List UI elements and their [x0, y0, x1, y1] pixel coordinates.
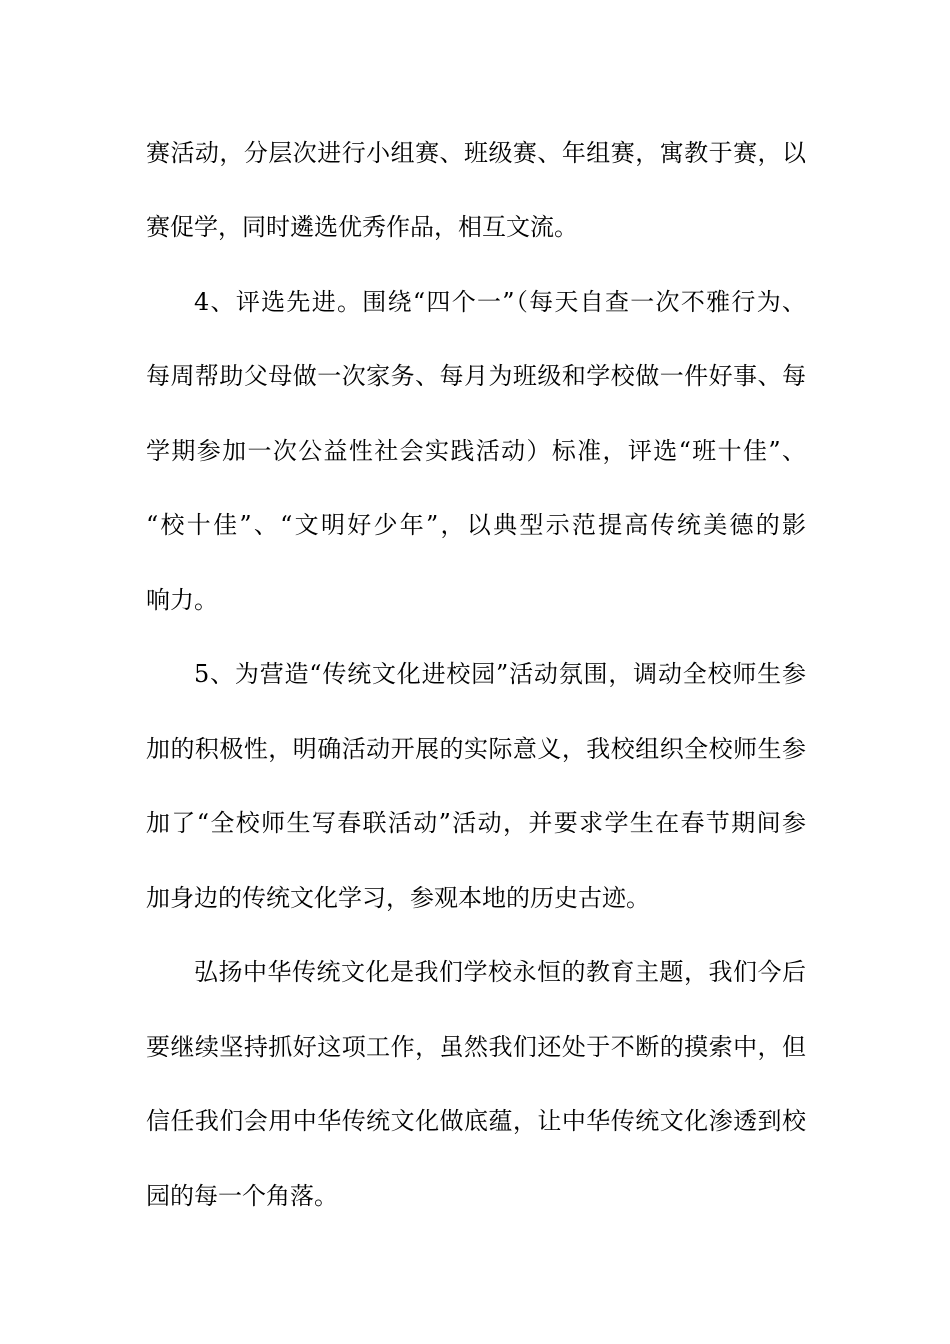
- text-line: 赛促学，同时遴选优秀作品，相互文流。: [146, 213, 578, 241]
- text-line: 园的每一个角落。: [146, 1182, 338, 1210]
- text-line: 信任我们会用中华传统文化做底蕴，让中华传统文化渗透到校: [146, 1107, 806, 1135]
- text-line: 5、为营造“传统文化进校园”活动氛围，调动全校师生参: [194, 660, 806, 688]
- text-line: 4、评选先进。围绕“四个一”（每天自查一次不雅行为、: [194, 288, 806, 316]
- text-line: 加的积极性，明确活动开展的实际意义，我校组织全校师生参: [146, 735, 806, 763]
- text-line: “校十佳”、“文明好少年”，以典型示范提高传统美德的影: [146, 511, 806, 539]
- text-line: 弘扬中华传统文化是我们学校永恒的教育主题，我们今后: [194, 958, 806, 986]
- text-line: 加身边的传统文化学习，参观本地的历史古迹。: [146, 884, 650, 912]
- text-line: 加了“全校师生写春联活动”活动，并要求学生在春节期间参: [146, 809, 806, 837]
- text-line: 响力。: [146, 586, 218, 614]
- text-line: 要继续坚持抓好这项工作，虽然我们还处于不断的摸索中，但: [146, 1033, 806, 1061]
- text-line: 学期参加一次公益性社会实践活动）标准，评选“班十佳”、: [146, 437, 806, 465]
- text-line: 每周帮助父母做一次家务、每月为班级和学校做一件好事、每: [146, 362, 806, 390]
- text-line: 赛活动，分层次进行小组赛、班级赛、年组赛，寓教于赛，以: [146, 139, 806, 167]
